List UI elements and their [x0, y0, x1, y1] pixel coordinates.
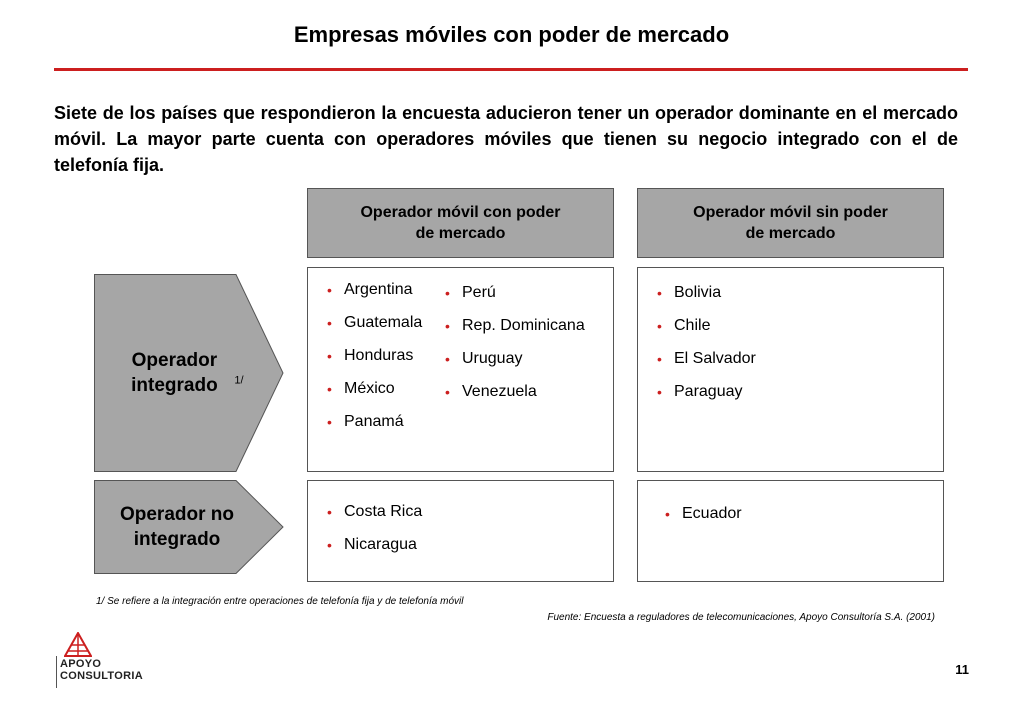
list-item: • Nicaragua [327, 536, 417, 553]
list-item: • Costa Rica [327, 503, 423, 520]
column-header-with-power [307, 188, 614, 258]
country-list-integrated-without-power [657, 283, 756, 415]
list-item: • Uruguay [445, 350, 523, 367]
list-item: • Rep. Dominicana [445, 317, 585, 334]
row-label-not-integrated-text: Operador no integrado [119, 504, 234, 550]
column-header-with-power-label: Operador móvil con poder de mercado [360, 204, 561, 242]
list-item: • Perú [445, 284, 496, 301]
list-item: • Panamá [327, 413, 404, 430]
list-item: • Venezuela [445, 383, 537, 400]
row-label-not-integrated [94, 480, 284, 574]
page-title: Empresas móviles con poder de mercado [293, 22, 730, 47]
list-item: • Guatemala [327, 314, 423, 331]
row-label-integrated-text: Operador integrado [131, 350, 218, 396]
list-item: • Chile [657, 317, 711, 334]
logo-line1: APOYO [60, 658, 102, 670]
title-divider [54, 68, 968, 71]
list-item: • El Salvador [657, 350, 756, 367]
source-note: Fuente: Encuesta a reguladores de telecomunicaciones, Apoyo Consultoría S.A. (2001) [547, 612, 935, 623]
logo-mark-icon [64, 632, 92, 658]
page-number: 11 [955, 662, 969, 677]
intro-paragraph: Siete de los países que respondieron la encuesta aducieron tener un operador dominante en el mercado móvil. La mayor parte cuenta con operadores móviles que tienen su negocio integrado con el de telefonía fija. [54, 103, 958, 175]
column-header-without-power [637, 188, 944, 258]
company-logo [56, 632, 146, 692]
list-item: • Bolivia [657, 284, 722, 301]
list-item: • Argentina [327, 281, 413, 298]
row-label-integrated [94, 274, 284, 472]
country-list-integrated-with-power-a [327, 280, 422, 445]
list-item: • Honduras [327, 347, 414, 364]
row-label-integrated-note: 1/ [234, 374, 244, 387]
logo-bar [56, 656, 57, 688]
list-item: • Paraguay [657, 383, 743, 400]
footnote: 1/ Se refiere a la integración entre operaciones de telefonía fija y de telefonía móvil [96, 596, 464, 607]
country-list-not-integrated-with-power [327, 502, 422, 568]
country-list-integrated-with-power-b [445, 283, 585, 415]
list-item: • México [327, 380, 395, 397]
list-item: • Ecuador [665, 505, 742, 522]
country-list-not-integrated-without-power [665, 504, 742, 537]
logo-line2: CONSULTORIA [60, 670, 143, 682]
column-header-without-power-label: Operador móvil sin poder de mercado [693, 204, 888, 242]
